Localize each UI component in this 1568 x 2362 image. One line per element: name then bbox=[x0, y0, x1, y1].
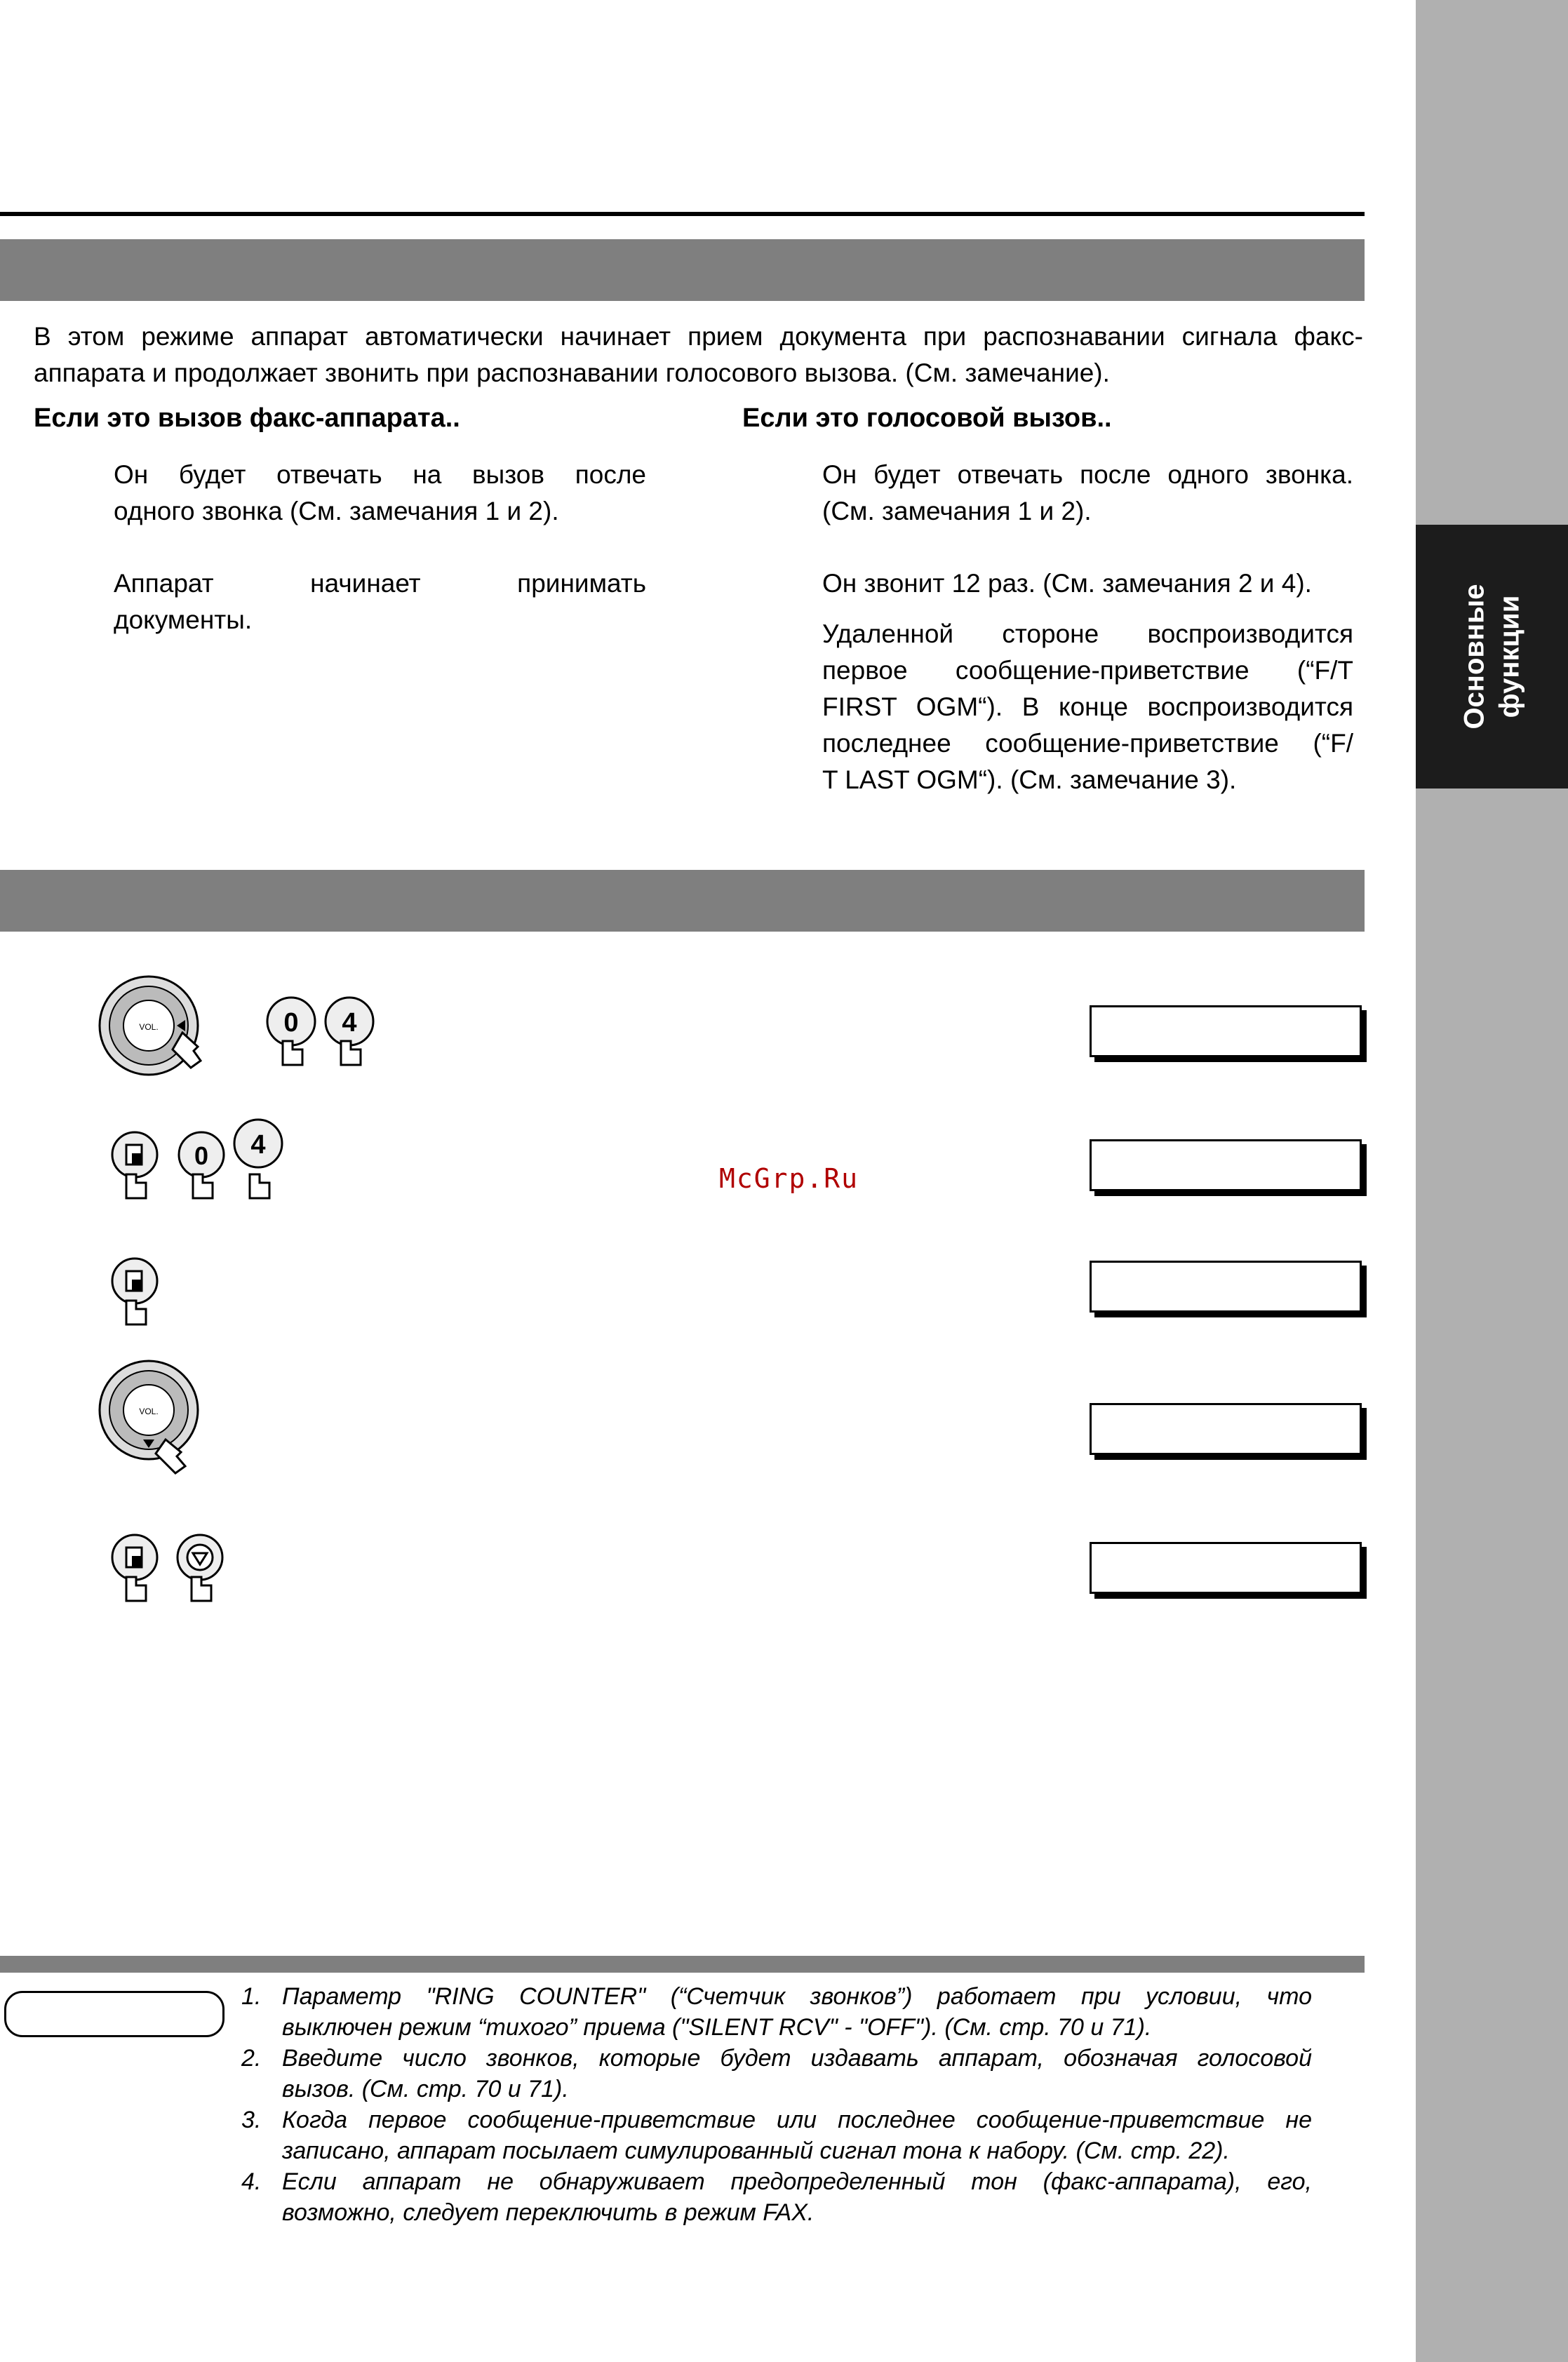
note-item bbox=[241, 2043, 1312, 2105]
step2-key-b: 4 bbox=[250, 1130, 266, 1160]
key-4-icon bbox=[230, 1117, 286, 1205]
top-rule bbox=[0, 212, 1365, 216]
intro-line-2: аппарата и продолжает звонить при распознавании голосового вызова. (См. замечание). bbox=[34, 358, 1110, 387]
fax-p2-line2: документы. bbox=[114, 605, 253, 634]
jog-dial-down-icon bbox=[98, 1361, 225, 1480]
note-label-box bbox=[4, 1991, 225, 2037]
voice-call-paragraph-3 bbox=[822, 616, 1353, 798]
key-0-icon bbox=[263, 995, 319, 1072]
step1-key-a: 0 bbox=[283, 1008, 299, 1038]
section-header-bar bbox=[0, 239, 1365, 301]
section-tab-label-line1: Основные bbox=[1459, 584, 1490, 730]
note-1-line2: выключен режим “тихого” приема ("SILENT RCV" - "OFF"). (См. стр. 70 и 71). bbox=[282, 2014, 1152, 2041]
note-3-line1: Когда первое сообщение-приветствие или последнее сообщение-приветствие не bbox=[282, 2107, 1312, 2133]
voice-p1-line2: (См. замечания 1 и 2). bbox=[822, 497, 1092, 525]
stop-key-icon bbox=[172, 1531, 228, 1608]
note-4-line2: возможно, следует переключить в режим FAX. bbox=[282, 2199, 815, 2226]
lcd-display-2 bbox=[1090, 1139, 1362, 1191]
note-number: 3. bbox=[241, 2107, 262, 2133]
function-key-icon bbox=[109, 1254, 165, 1331]
fax-call-heading: Если это вызов факс-аппарата.. bbox=[34, 403, 460, 433]
lcd-display-1 bbox=[1090, 1005, 1362, 1057]
note-2-line2: вызов. (См. стр. 70 и 71). bbox=[282, 2076, 569, 2102]
voice-p3-line4: последнее сообщение-приветствие (“F/ bbox=[822, 729, 1353, 758]
lcd-display-3 bbox=[1090, 1261, 1362, 1313]
note-3-line2: записано, аппарат посылает симулированный сигнал тона к набору. (См. стр. 22). bbox=[282, 2138, 1230, 2164]
voice-p1-line1: Он будет отвечать после одного звонка. bbox=[822, 460, 1353, 489]
function-key-icon bbox=[109, 1128, 165, 1205]
note-number: 2. bbox=[241, 2045, 262, 2072]
sidebar bbox=[1416, 0, 1568, 2362]
voice-p3-line1: Удаленной стороне воспроизводится bbox=[822, 619, 1353, 648]
step2-key-a: 0 bbox=[194, 1141, 209, 1170]
notes-list bbox=[241, 1981, 1312, 2228]
fax-call-paragraph-1 bbox=[114, 457, 646, 530]
voice-call-paragraph-1 bbox=[822, 457, 1353, 530]
section-tab bbox=[1416, 525, 1568, 789]
function-key-icon bbox=[109, 1531, 165, 1608]
step1-key-b: 4 bbox=[342, 1008, 357, 1038]
voice-p3-line3: FIRST OGM“). В конце воспроизводится bbox=[822, 692, 1353, 721]
note-2-line1: Введите число звонков, которые будет издавать аппарат, обозначая голосовой bbox=[282, 2045, 1312, 2072]
dial-label: VOL. bbox=[139, 1022, 159, 1032]
fax-call-paragraph-2 bbox=[114, 565, 646, 638]
intro-paragraph bbox=[34, 318, 1363, 391]
fax-p1-line2: одного звонка (См. замечания 1 и 2). bbox=[114, 497, 559, 525]
jog-dial-right-icon bbox=[98, 968, 225, 1087]
notes-header-bar bbox=[0, 1956, 1365, 1973]
note-item bbox=[241, 1981, 1312, 2043]
dial-label: VOL. bbox=[139, 1407, 159, 1416]
note-number: 4. bbox=[241, 2168, 262, 2195]
note-item bbox=[241, 2105, 1312, 2166]
voice-call-heading: Если это голосовой вызов.. bbox=[742, 403, 1112, 433]
voice-p3-line5: T LAST OGM“). (См. замечание 3). bbox=[822, 765, 1237, 794]
voice-call-paragraph-2: Он звонит 12 раз. (См. замечания 2 и 4). bbox=[822, 569, 1312, 598]
key-4-icon bbox=[321, 995, 377, 1072]
note-item bbox=[241, 2166, 1312, 2228]
lcd-display-4 bbox=[1090, 1403, 1362, 1455]
watermark: McGrp.Ru bbox=[719, 1163, 859, 1194]
fax-p2-line1: Аппарат начинает принимать bbox=[114, 569, 646, 598]
procedure-header-bar bbox=[0, 870, 1365, 932]
intro-line-1: В этом режиме аппарат автоматически начинает прием документа при распознавании сигнала факс- bbox=[34, 322, 1363, 351]
voice-p3-line2: первое сообщение-приветствие (“F/T bbox=[822, 656, 1353, 685]
fax-p1-line1: Он будет отвечать на вызов после bbox=[114, 460, 646, 489]
note-4-line1: Если аппарат не обнаруживает предопределенный тон (факс-аппарата), его, bbox=[282, 2168, 1312, 2195]
section-tab-label-line2: функции bbox=[1494, 595, 1525, 718]
note-1-line1: Параметр "RING COUNTER" (“Счетчик звонков”) работает при условии, что bbox=[282, 1983, 1312, 2010]
note-number: 1. bbox=[241, 1983, 262, 2010]
lcd-display-5 bbox=[1090, 1542, 1362, 1594]
key-0-icon bbox=[173, 1128, 229, 1205]
